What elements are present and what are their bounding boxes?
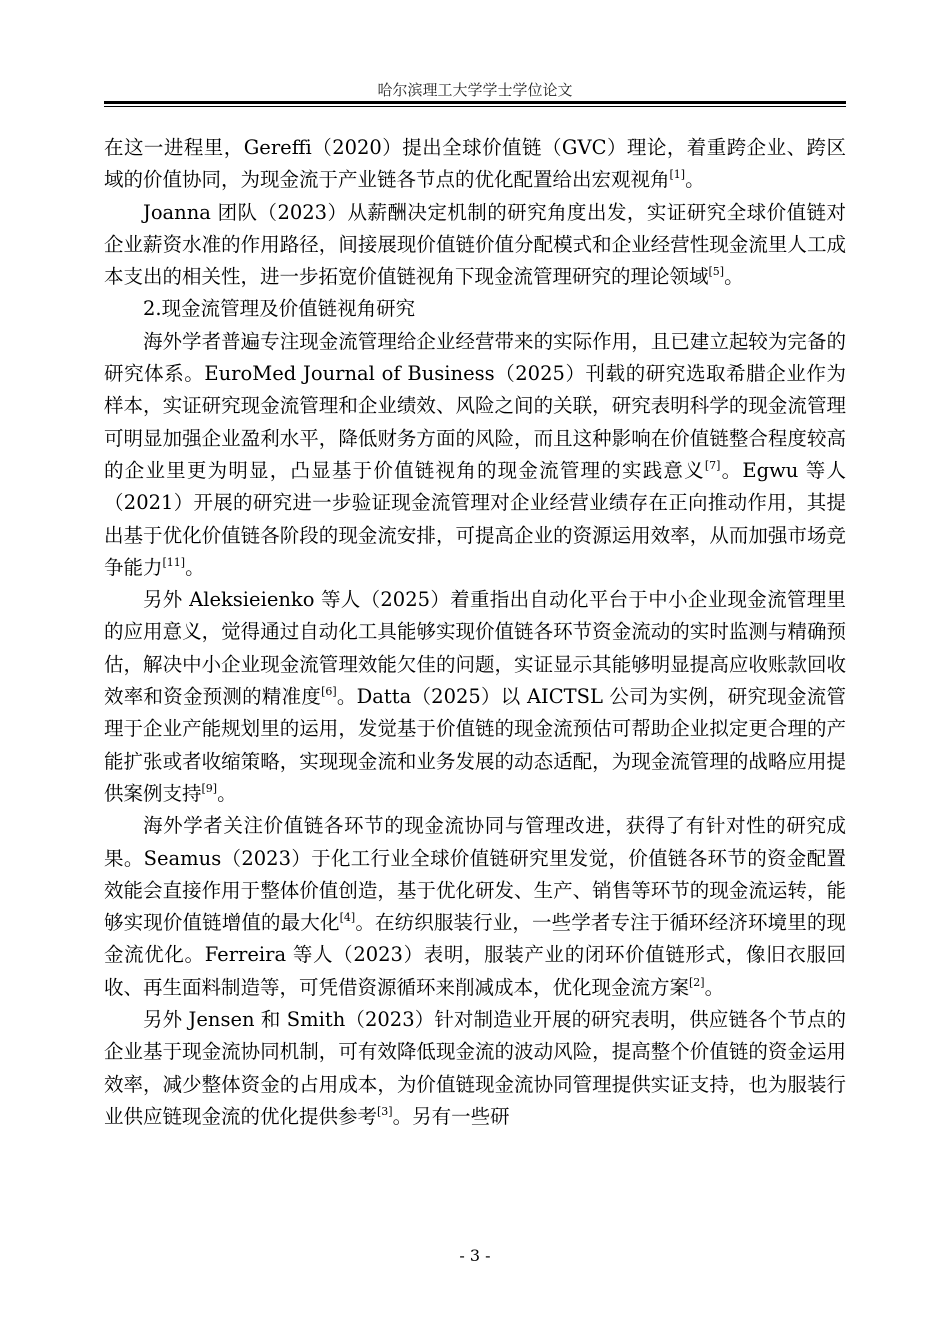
section-heading-text: 2.现金流管理及价值链视角研究 — [143, 297, 416, 321]
paragraph-4 — [104, 584, 846, 810]
citation: [1] — [669, 168, 686, 182]
citation: [9] — [201, 781, 218, 795]
paragraph-6-text: 另外 Jensen 和 Smith（2023）针对制造业开展的研究表明，供应链各个节点的企业基于现金流协同机制，可有效降低现金流的波动风险，提高整个价值链的资金运用效率，减少整体资金的占用成本，为价值链现金流协同管理提供实证支持，也为服装行业供应链现金流的优化提供参考 — [104, 1008, 846, 1128]
citation: [5] — [708, 265, 725, 279]
citation: [2] — [689, 975, 705, 989]
citation: [11] — [162, 555, 186, 569]
page-number: - 3 - — [459, 1246, 491, 1265]
paragraph-1-tail: 。 — [685, 168, 705, 192]
citation: [4] — [339, 911, 356, 925]
citation: [7] — [704, 458, 721, 472]
running-header: 哈尔滨理工大学学士学位论文 — [377, 81, 573, 99]
paragraph-2-text: Joanna 团队（2023）从薪酬决定机制的研究角度出发，实证研究全球价值链对企业薪资水准的作用路径，间接展现价值链价值分配模式和企业经营性现金流里人工成本支出的相关性，进一步拓宽价值链视角下现金流管理研究的理论领域 — [104, 200, 846, 289]
paragraph-5-text: 海外学者关注价值链各环节的现金流协同与管理改进，获得了有针对性的研究成果。Seamus（2023）于化工行业全球价值链研究里发觉，价值链各环节的资金配置效能会直接作用于整体价值创造，基于优化研发、生产、销售等环节的现金流运转，能够实现价值链增值的最大化 — [104, 814, 846, 935]
paragraph-1-text: 在这一进程里，Gereffi（2020）提出全球价值链（GVC）理论，着重跨企业、跨区域的价值协同，为现金流于产业链各节点的优化配置给出宏观视角 — [104, 136, 846, 192]
header-rule-thin — [104, 106, 846, 107]
paragraph-6-tail: 。另有一些研 — [392, 1104, 510, 1128]
paragraph-5-tail: 。在纺织服装行业，一些学者专注于循环经济环境里的现金流优化。Ferreira 等人（2023）表明，服装产业的闭环价值链形式，像旧衣服回收、再生面料制造等，可凭借资源循环来削减成本，优化现金流方案 — [104, 911, 846, 999]
paragraph-3-text: 海外学者普遍专注现金流管理给企业经营带来的实际作用，且已建立起较为完备的研究体系。EuroMed Journal of Business（2025）刊载的研究选取希腊企业作为样本，实证研究现金流管理和企业绩效、风险之间的关联，研究表明科学的现金流管理可明显加强企业盈利水平，降低财务方面的风险，而且这种影响在价值链整合程度较高的企业里更为明显，凸显基于价值链视角的现金流管理的实践意义 — [104, 329, 846, 482]
header-rule-thick — [104, 101, 846, 104]
paragraph-3-tail: 。Egwu 等人（2021）开展的研究进一步验证现金流管理对企业经营业绩存在正向推动作用，其提出基于优化价值链各阶段的现金流安排，可提高企业的资源运用效率，从而加强市场竞争能力 — [104, 458, 846, 579]
paragraph-6 — [104, 1004, 846, 1133]
citation: [3] — [377, 1104, 393, 1118]
paragraph-1 — [104, 132, 846, 197]
paragraph-3 — [104, 326, 846, 584]
paragraph-2-tail: 。 — [724, 265, 744, 289]
paragraph-3-tail2: 。 — [185, 555, 205, 579]
paragraph-4-tail: 。Datta（2025）以 AICTSL 公司为实例，研究现金流管理于企业产能规划里的运用，发觉基于价值链的现金流预估可帮助企业拟定更合理的产能扩张或者收缩策略，实现现金流和业务发展的动态适配，为现金流管理的战略应用提供案例支持 — [104, 685, 846, 805]
paragraph-4-text: 另外 Aleksieienko 等人（2025）着重指出自动化平台于中小企业现金流管理里的应用意义，觉得通过自动化工具能够实现价值链各环节资金流动的实时监测与精确预估，解决中小企业现金流管理效能欠佳的问题，实证显示其能够明显提高应收账款回收效率和资金预测的精准度 — [104, 588, 846, 709]
section-heading — [104, 293, 846, 325]
paragraph-4-tail2: 。 — [217, 781, 237, 805]
body-text — [104, 132, 846, 1133]
paragraph-5 — [104, 810, 846, 1004]
paragraph-5-tail2: 。 — [704, 975, 725, 999]
paragraph-2 — [104, 197, 846, 294]
citation: [6] — [321, 685, 337, 699]
